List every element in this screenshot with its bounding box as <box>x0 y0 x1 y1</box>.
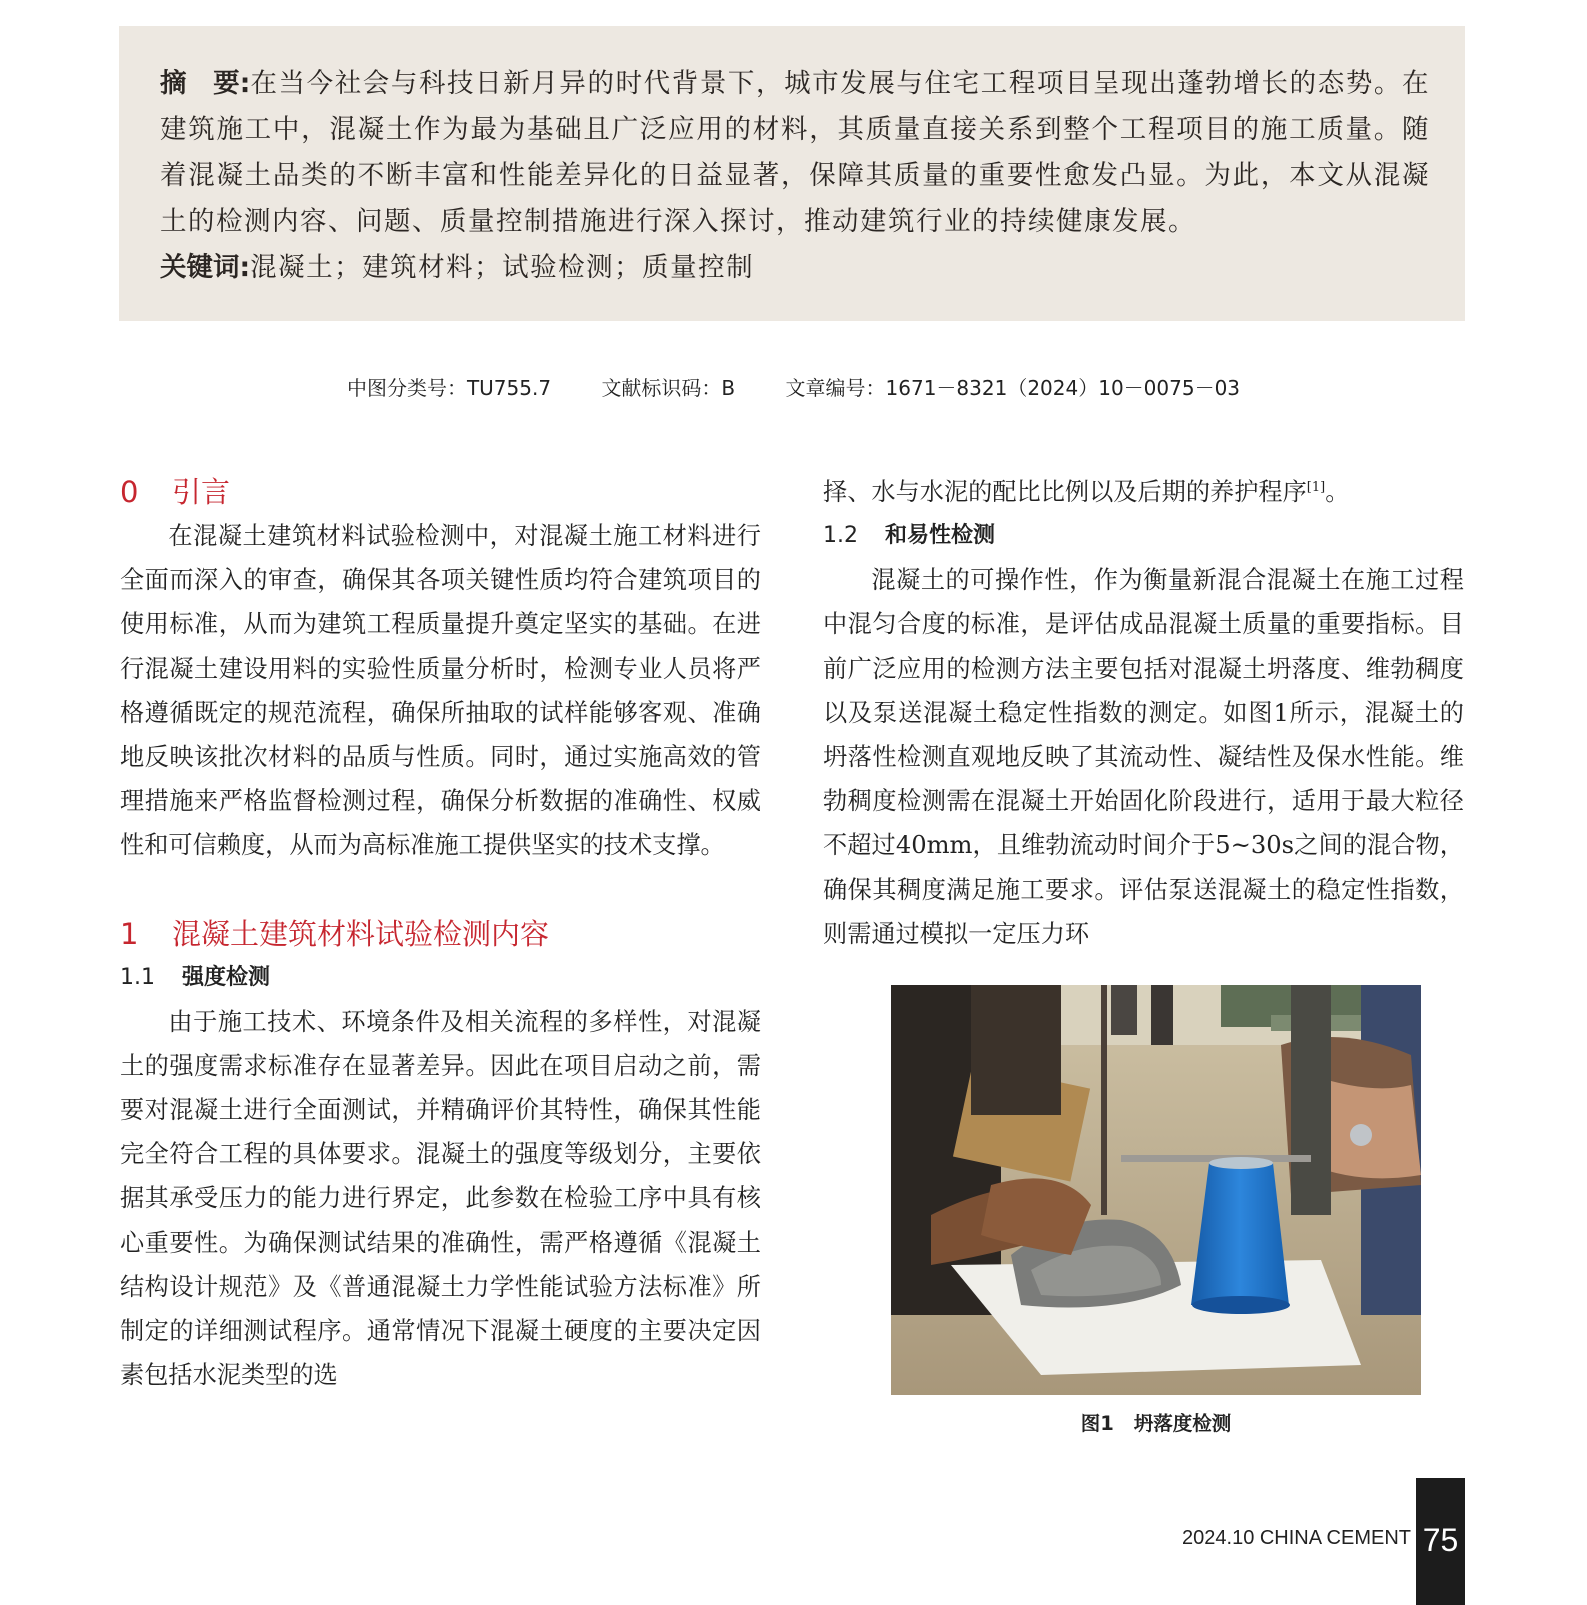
strength-paragraph: 由于施工技术、环境条件及相关流程的多样性，对混凝土的强度需求标准存在显著差异。因此在项目启动之前，需要对混凝土进行全面测试，并精确评价其特性，确保其性能完全符合工程的具体要求。混凝土的强度等级划分，主要依据其承受压力的能力进行界定，此参数在检验工序中具有核心重要性。为确保测试结果的准确性，需严格遵循《混凝土结构设计规范》及《普通混凝土力学性能试验方法标准》所制定的详细测试程序。通常情况下混凝土硬度的主要决定因素包括水泥类型的选 <box>120 1007 761 1390</box>
section-number: 0 <box>120 475 139 509</box>
abstract-box <box>119 26 1465 321</box>
page-number-box <box>1416 1478 1465 1605</box>
section-title: 混凝土建筑材料试验检测内容 <box>172 916 550 951</box>
intro-paragraph: 在混凝土建筑材料试验检测中，对混凝土施工材料进行全面而深入的审查，确保其各项关键性质均符合建筑项目的使用标准，从而为建筑工程质量提升奠定坚实的基础。在进行混凝土建设用料的实验性质量分析时，检测专业人员将严格遵循既定的规范流程，确保所抽取的试样能够客观、准确地反映该批次材料的品质与性质。同时，通过实施高效的管理措施来严格监督检测过程，确保分析数据的准确性、权威性和可信赖度，从而为高标准施工提供坚实的技术支撑。 <box>120 522 761 860</box>
article-number: 文章编号：1671－8321（2024）10－0075－03 <box>785 376 1241 400</box>
subsection-heading-workability <box>823 514 1464 558</box>
abstract-text <box>160 61 1430 245</box>
document-code: 文献标识码：B <box>601 376 736 400</box>
figure-caption <box>891 1408 1421 1436</box>
figure-number: 图1 <box>1080 1412 1114 1435</box>
right-column <box>823 470 1464 956</box>
abstract-body: 在当今社会与科技日新月异的时代背景下，城市发展与住宅工程项目呈现出蓬勃增长的态势。在建筑施工中，混凝土作为最为基础且广泛应用的材料，其质量直接关系到整个工程项目的施工质量。随着混凝土品类的不断丰富和性能差异化的日益显著，保障其质量的重要性愈发凸显。为此，本文从混凝土的检测内容、问题、质量控制措施进行深入探讨，推动建筑行业的持续健康发展。 <box>160 68 1430 237</box>
section-title: 引言 <box>172 475 231 509</box>
keywords-body: 混凝土；建筑材料；试验检测；质量控制 <box>250 252 755 283</box>
subsection-heading-strength <box>120 956 761 1000</box>
subsection-title: 强度检测 <box>182 964 271 990</box>
section-heading-introduction <box>120 470 761 514</box>
left-column <box>120 470 761 1397</box>
keywords-line <box>160 245 754 291</box>
keywords-label: 关键词: <box>160 252 251 283</box>
subsection-title: 和易性检测 <box>885 523 996 549</box>
page-number: 75 <box>1422 1522 1459 1558</box>
figure-caption-text: 坍落度检测 <box>1133 1412 1232 1435</box>
subsection-number: 1.1 <box>120 964 155 990</box>
abstract-label: 摘 要: <box>160 68 251 99</box>
section-heading-test-content <box>120 912 761 956</box>
clc-number: 中图分类号：TU755.7 <box>346 376 552 400</box>
journal-footer: 2024.10 CHINA CEMENT <box>1182 1527 1411 1549</box>
reference-mark: [1] <box>1306 479 1326 495</box>
classification-line <box>0 372 1587 401</box>
subsection-number: 1.2 <box>823 523 858 549</box>
slump-test-photo <box>891 985 1421 1395</box>
strength-paragraph-continued: 择、水与水泥的配比比例以及后期的养护程序[1]。 <box>823 478 1350 506</box>
workability-paragraph: 混凝土的可操作性，作为衡量新混合混凝土在施工过程中混匀合度的标准，是评估成品混凝土质量的重要指标。目前广泛应用的检测方法主要包括对混凝土坍落度、维勃稠度以及泵送混凝土稳定性指数的测定。如图1所示，混凝土的坍落性检测直观地反映了其流动性、凝结性及保水性能。维勃稠度检测需在混凝土开始固化阶段进行，适用于最大粒径不超过40mm，且维勃流动时间介于5~30s之间的混合物，确保其稠度满足施工要求。评估泵送混凝土的稳定性指数，则需通过模拟一定压力环 <box>823 566 1464 948</box>
section-number: 1 <box>120 916 139 951</box>
